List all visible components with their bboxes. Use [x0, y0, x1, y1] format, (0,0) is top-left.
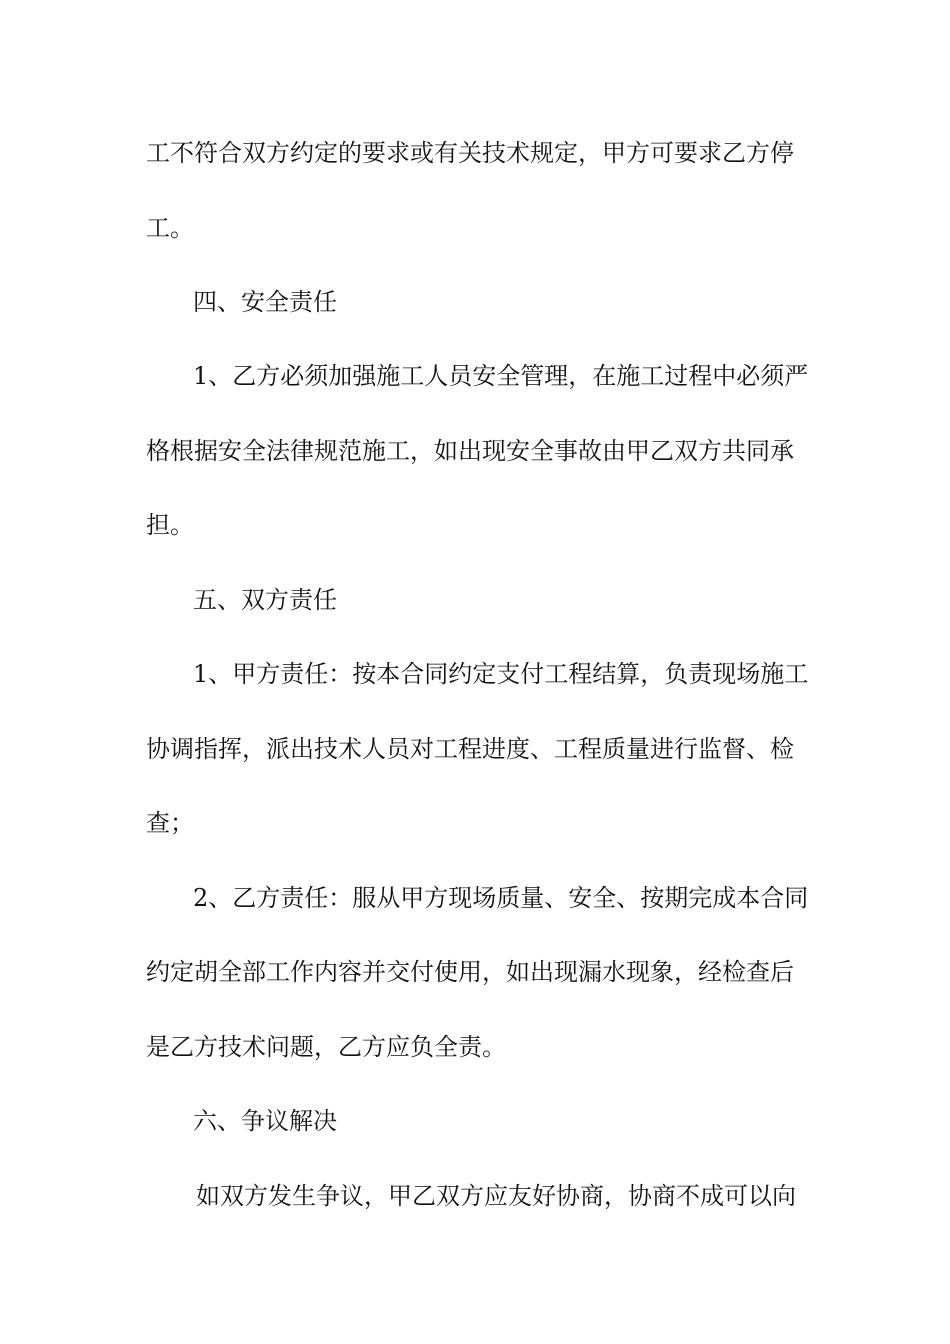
paragraph-line: 格根据安全法律规范施工，如出现安全事故由甲乙双方共同承 — [146, 437, 794, 465]
paragraph-line: 担。 — [146, 511, 194, 539]
paragraph-line: 工不符合双方约定的要求或有关技术规定，甲方可要求乙方停 — [146, 139, 794, 167]
paragraph-line: 工。 — [146, 214, 194, 242]
paragraph-line: 查； — [146, 809, 194, 837]
paragraph-line: 是乙方技术问题，乙方应负全责。 — [146, 1033, 506, 1061]
section-heading: 六、争议解决 — [193, 1107, 337, 1135]
section-heading: 四、安全责任 — [193, 288, 337, 316]
paragraph-line: 2、乙方责任：服从甲方现场质量、安全、按期完成本合同 — [193, 884, 809, 912]
paragraph-line: 如双方发生争议，甲乙双方应友好协商，协商不成可以向 — [196, 1182, 796, 1210]
section-heading: 五、双方责任 — [193, 586, 337, 614]
paragraph-line: 1、乙方必须加强施工人员安全管理，在施工过程中必须严 — [193, 362, 809, 390]
paragraph-line: 约定胡全部工作内容并交付使用，如出现漏水现象，经检查后 — [146, 958, 794, 986]
paragraph-line: 1、甲方责任：按本合同约定支付工程结算，负责现场施工 — [193, 660, 809, 688]
paragraph-line: 协调指挥，派出技术人员对工程进度、工程质量进行监督、检 — [146, 735, 794, 763]
